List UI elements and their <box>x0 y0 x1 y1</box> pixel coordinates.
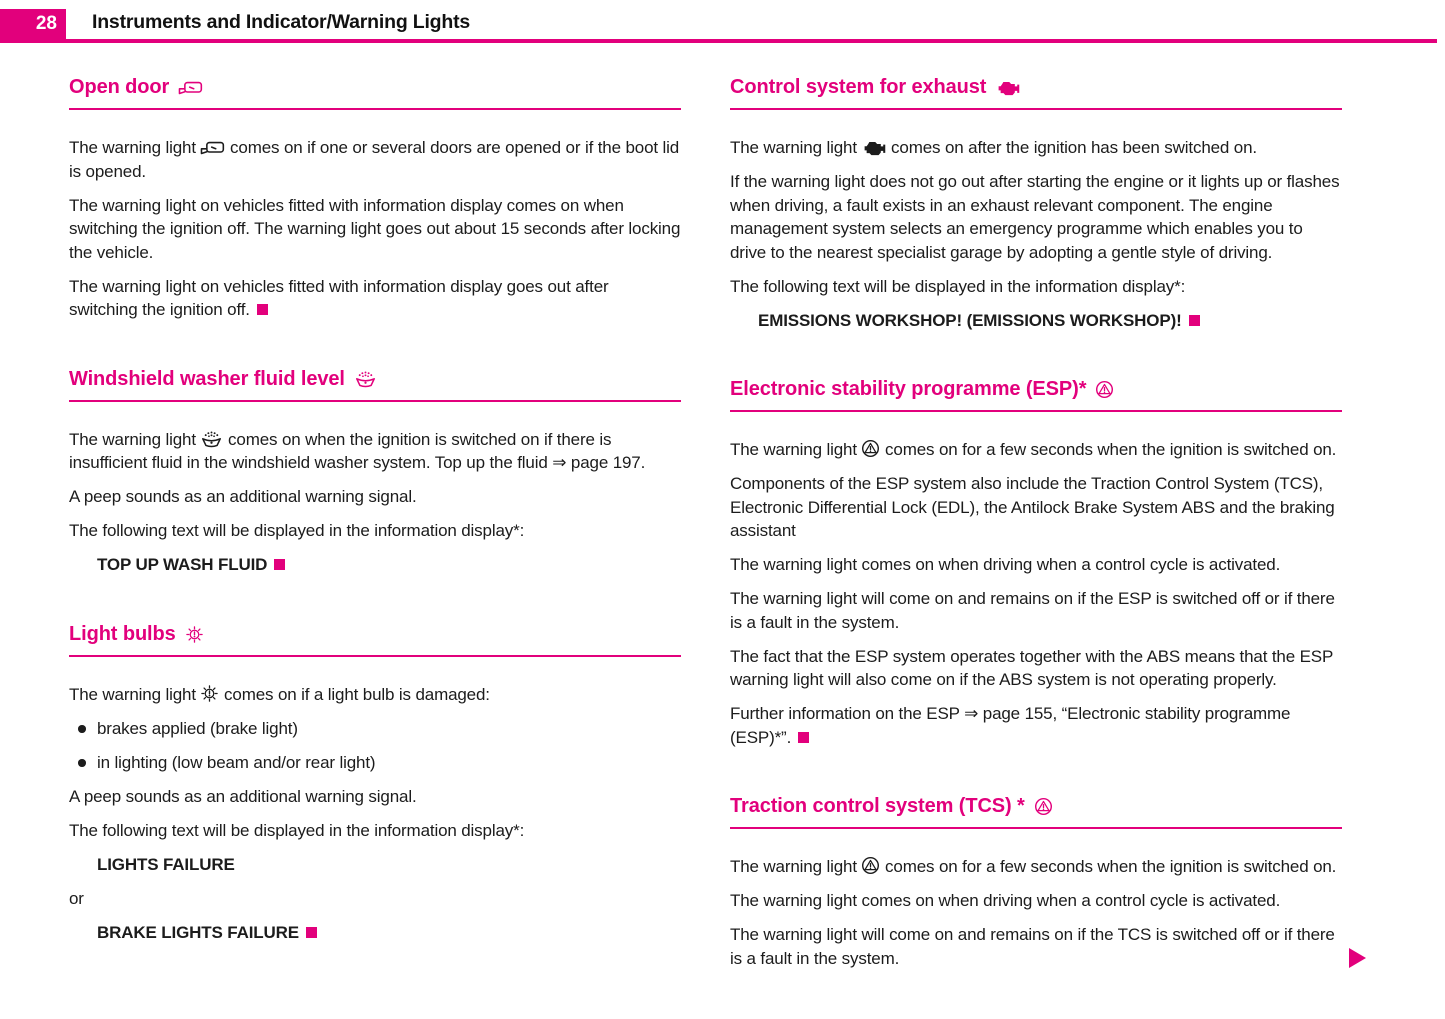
text-run: The warning light will come on and remains on if the TCS is switched off or if there is a fault in the system. <box>730 925 1335 968</box>
bullet-item <box>69 751 681 775</box>
right-column <box>730 76 1342 1016</box>
paragraph <box>69 683 681 707</box>
section-title <box>69 368 681 402</box>
section-body <box>69 110 681 322</box>
section-title <box>730 795 1342 829</box>
section-end-marker <box>274 559 285 570</box>
text-run: The warning light <box>69 138 201 157</box>
text-run: EMISSIONS WORKSHOP! (EMISSIONS WORKSHOP)! <box>758 310 1182 330</box>
section-end-marker <box>798 732 809 743</box>
paragraph <box>730 275 1342 299</box>
content <box>0 42 1445 1016</box>
header-title: Instruments and Indicator/Warning Lights <box>92 11 471 33</box>
section-title-text: Traction control system (TCS) * <box>730 795 1025 817</box>
paragraph <box>69 887 681 911</box>
paragraph <box>69 194 681 265</box>
section-body <box>730 829 1342 970</box>
paragraph <box>69 428 681 475</box>
page-number: 28 <box>35 13 57 34</box>
manual-section <box>730 795 1342 970</box>
paragraph <box>69 485 681 509</box>
display-text <box>69 553 681 577</box>
paragraph <box>69 819 681 843</box>
text-run: comes on when the ignition is switched on if there is insufficient fluid in the windshield washer system. Top up the fluid ⇒ page 197. <box>69 429 646 472</box>
text-run: The warning light on vehicles fitted with information display comes on when switching the ignition off. The warning light goes out about 15 seconds after locking the vehicle. <box>69 195 681 262</box>
text-run: Further information on the ESP ⇒ page 155, “Electronic stability programme (ESP)*”. <box>730 704 1291 747</box>
text-run: comes on if one or several doors are opened or if the boot lid is opened. <box>69 138 680 181</box>
text-run: comes on after the ignition has been switched on. <box>886 138 1257 157</box>
paragraph <box>69 136 681 183</box>
text-run: in lighting (low beam and/or rear light) <box>97 752 376 772</box>
section-end-marker <box>257 304 268 315</box>
text-run: The warning light <box>69 684 201 704</box>
display-text <box>69 853 681 877</box>
page-number-badge <box>0 9 66 39</box>
paragraph <box>730 923 1342 970</box>
manual-section <box>69 368 681 577</box>
manual-section <box>69 76 681 322</box>
section-title <box>69 76 681 110</box>
display-text <box>69 921 681 945</box>
esp-warning-icon <box>861 855 880 879</box>
text-run: The warning light will come on and remains on if the ESP is switched off or if there is a fault in the system. <box>730 589 1335 632</box>
section-title-text: Control system for exhaust <box>730 76 987 98</box>
paragraph <box>730 587 1342 634</box>
paragraph <box>730 136 1342 160</box>
paragraph <box>730 702 1342 749</box>
paragraph <box>730 472 1342 543</box>
paragraph <box>730 855 1342 879</box>
section-title-text: Electronic stability programme (ESP)* <box>730 378 1087 400</box>
text-run: The warning light <box>730 857 862 876</box>
washer-fluid-icon <box>354 370 377 388</box>
bullet-item <box>69 717 681 741</box>
text-run: TOP UP WASH FLUID <box>97 555 268 574</box>
text-run: The warning light on vehicles fitted with information display goes out after switching the ignition off. <box>69 276 609 319</box>
text-run: comes on if a light bulb is damaged: <box>219 684 490 704</box>
section-title-text: Windshield washer fluid level <box>69 367 345 390</box>
text-run: LIGHTS FAILURE <box>97 854 235 874</box>
text-run: BRAKE LIGHTS FAILURE <box>97 922 299 942</box>
esp-warning-icon <box>1095 380 1114 399</box>
section-body <box>730 412 1342 749</box>
section-body <box>730 110 1342 332</box>
paragraph <box>730 889 1342 913</box>
engine-icon <box>995 80 1020 96</box>
text-run: comes on for a few seconds when the ignition is switched on. <box>880 857 1337 876</box>
open-door-icon <box>200 136 225 160</box>
text-run: The warning light <box>730 138 862 157</box>
paragraph <box>69 275 681 322</box>
open-door-icon <box>178 80 203 96</box>
paragraph <box>69 785 681 809</box>
text-run: If the warning light does not go out after starting the engine or it lights up or flashes when driving, a fault exists in an exhaust relevant component. The engine management system selects an emergency programme which enables you to drive to the nearest specialist garage by adopting a gentle style of driving. <box>730 172 1340 262</box>
text-run: Components of the ESP system also include the Traction Control System (TCS), Electronic Differential Lock (EDL), the Antilock Brake System ABS and the braking assistant <box>730 474 1335 540</box>
esp-warning-icon <box>861 438 880 462</box>
text-run: The warning light <box>69 429 201 449</box>
text-run: A peep sounds as an additional warning signal. <box>69 487 417 506</box>
text-run: A peep sounds as an additional warning signal. <box>69 786 417 806</box>
paragraph <box>69 519 681 543</box>
continuation-arrow-icon <box>1349 948 1366 968</box>
text-run: brakes applied (brake light) <box>97 718 298 738</box>
section-title <box>730 378 1342 412</box>
engine-icon <box>861 136 886 160</box>
text-run: or <box>69 888 84 908</box>
text-run: comes on for a few seconds when the ignition is switched on. <box>880 440 1337 459</box>
display-text <box>730 309 1342 333</box>
section-body <box>69 402 681 577</box>
paragraph <box>730 438 1342 462</box>
washer-fluid-icon <box>200 428 223 452</box>
section-title <box>69 623 681 657</box>
manual-section <box>730 378 1342 749</box>
section-title-text: Open door <box>69 76 170 98</box>
text-run: The warning light comes on when driving when a control cycle is activated. <box>730 891 1281 910</box>
page-header <box>0 0 1445 42</box>
light-bulb-icon <box>185 625 204 644</box>
text-run: The warning light <box>730 440 862 459</box>
section-body <box>69 657 681 945</box>
paragraph <box>730 645 1342 692</box>
section-title <box>730 76 1342 110</box>
section-end-marker <box>306 927 317 938</box>
section-end-marker <box>1189 315 1200 326</box>
section-title-text: Light bulbs <box>69 622 176 645</box>
header-rule <box>0 39 1437 43</box>
left-column <box>69 76 681 1016</box>
text-run: The warning light comes on when driving when a control cycle is activated. <box>730 555 1281 574</box>
text-run: The fact that the ESP system operates together with the ABS means that the ESP warning light will also come on if the ABS system is not operating properly. <box>730 646 1333 689</box>
light-bulb-icon <box>200 683 219 707</box>
paragraph <box>730 170 1342 264</box>
text-run: The following text will be displayed in the information display*: <box>69 521 525 540</box>
esp-warning-icon <box>1034 797 1053 816</box>
manual-section <box>69 623 681 945</box>
text-run: The following text will be displayed in the information display*: <box>69 820 525 840</box>
manual-section <box>730 76 1342 332</box>
text-run: The following text will be displayed in the information display*: <box>730 276 1186 296</box>
paragraph <box>730 553 1342 577</box>
